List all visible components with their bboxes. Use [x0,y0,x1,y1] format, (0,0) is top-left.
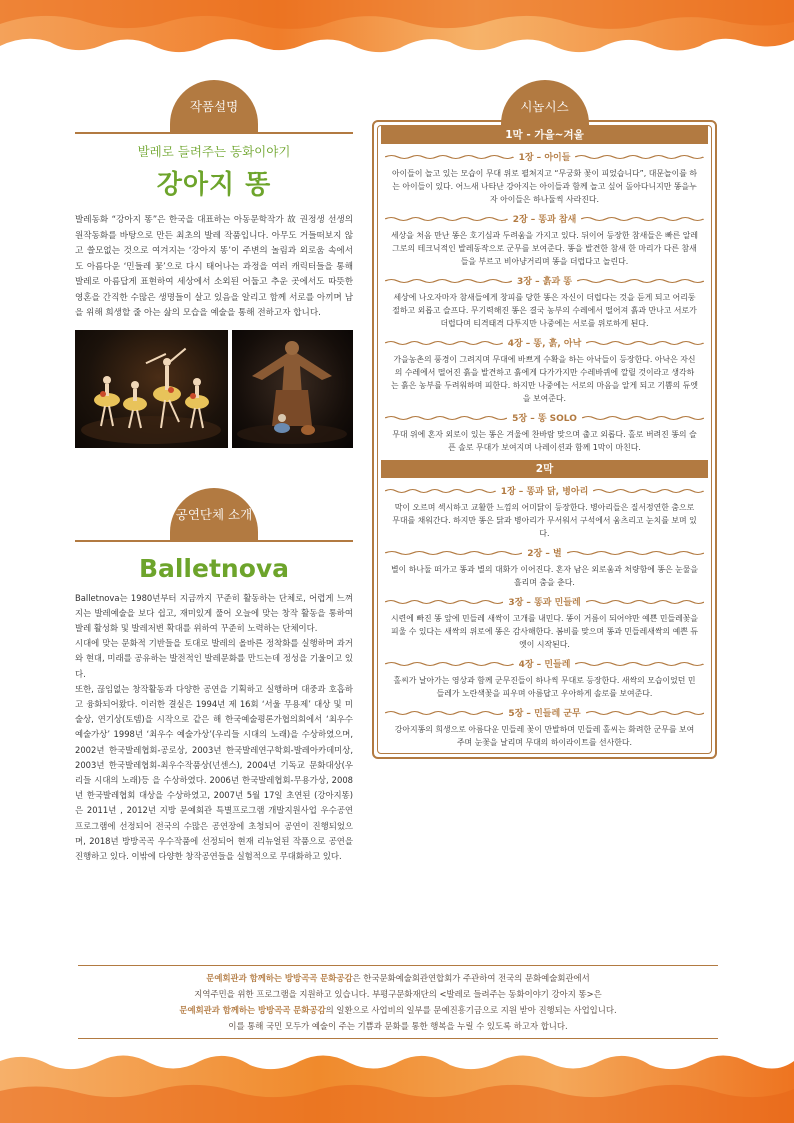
scene-text: 무대 위에 혼자 외로이 있는 똥은 겨울에 찬바람 맞으며 춥고 외롭다. 홀로 버려진 똥의 슬픈 솔로 무대가 보여지며 나레이션과 함께 1막이 마친다. [392,430,697,452]
scene-title: 3장 – 똥과 민들레 [508,598,581,608]
wave-divider [593,488,704,494]
scene-text: 세상을 처음 만난 똥은 호기심과 두려움을 가지고 있다. 뒤이어 등장한 참새들은 빠른 알레그로의 테크닉적인 발레동작으로 군무를 보여준다. 똥을 발견한 참새 한 마리가 다른 참새들을 부르고 비아냥거리며 똥을 더럽다고 놀린다. [391,231,699,266]
scene-heading [385,484,704,497]
wave-divider [385,599,503,605]
scene-heading [385,595,704,608]
intro-pill: 작품설명 [170,80,258,132]
wave-divider [586,710,704,716]
company-title: Balletnova [138,553,290,583]
ballet-photo-dancers [75,330,228,448]
scene-title: 3장 – 흙과 똥 [517,277,572,287]
left-column [75,80,353,864]
synopsis-box [372,120,717,759]
wave-divider [567,550,704,556]
wave-divider [575,154,704,160]
scene-title: 5장 – 민들레 군무 [508,709,581,719]
footer-line-1: 은 한국문화예술회관연합회가 주관하여 전국의 문화예술회관에서 [352,973,590,983]
scene-text: 시련에 빠진 똥 앞에 민들레 새싹이 고개를 내민다. 똥이 거름이 되어야만 예쁜 민들레꽃을 피울 수 있다는 새싹의 위로에 똥은 감사해한다. 봄비를 맞으며 똥과 민들레새싹의 예쁜 듀엣이 시작된다. [391,614,699,649]
company-paragraph-3: 또한, 끊임없는 창작활동과 다양한 공연을 기획하고 실행하며 대중과 호흡하고 융화되어왔다. 이러한 결실은 1994년 제 16회 ‘서울 무용제’ 대상 및 미술상, 연기상(토템)을 시작으로 같은 해 한국예술평론가협의회에서 ‘최우수 예술가상’ 1998년 ‘최우수 예술가상’(우리들 시대의 노래)을 수상하였으며, 2002년 한국발레협회-공로상, 2003년 한국발레연구학회-발레아카데미상, 2003년 한국발레협회-최우수작품상(넌센스), 2004년 기독교 문화대상(우리들 시대의 노래)등 을 수상하였다. 2006년 한국발레협회-무용가상, 2008년 한국발레협회 대상을 수상하였고, 2007년 5월 17일 초연된 (강아지똥)은 2011년 , 2012년 지방 문예회관 특별프로그램 개발지원사업 우수공연 프로그램에 선정되어 전국의 수많은 공연장에 초청되어 공연이 진행되었으며, 2018년 방방곡곡 우수작품에 선정되어 현재 리뉴얼된 작품으로 공연을 진행하고 있다. 이밖에 다양한 창작공연들을 실험적으로 무대화하고 있다. [75,683,353,861]
scene-heading [385,546,704,559]
top-watercolor-band [0,0,794,62]
synopsis-header [372,80,717,120]
ballet-photo-dog-costume [232,330,353,448]
scene-heading [385,706,704,719]
company-paragraph-1: Balletnova는 1980년부터 지금까지 꾸준히 활동하는 단체로, 어렵게 느껴지는 발레예술을 보다 쉽고, 재미있게 풀어 오늘에 맞는 창작 활동을 통하여 발레 활성화 및 발레저변 확대를 위하여 꾸준히 노력하는 단체이다. [75,592,353,633]
footer-highlight-2: 문예회관과 함께하는 방방곡곡 문화공감 [179,1005,326,1015]
company-rule [75,540,353,542]
scene-title: 2장 – 별 [527,549,562,559]
footer-line-3: 의 일환으로 사업비의 일부를 문예진흥기금으로 지원 받아 진행되는 사업입니다. [325,1005,617,1015]
wave-divider [385,550,522,556]
synopsis-pill: 시놉시스 [501,80,589,132]
wave-divider [586,340,704,346]
right-column [372,80,717,759]
scene-title: 4장 – 민들레 [518,660,571,670]
company-pill: 공연단체 소개 [170,488,258,540]
intro-rule [75,132,353,134]
wave-divider [385,340,503,346]
intro-title: 강아지 똥 [156,170,272,200]
scene-heading [385,411,704,424]
photo-row [75,330,353,448]
scene-heading [385,274,704,287]
scene-heading [385,657,704,670]
scene-heading [385,150,704,163]
wave-divider [385,154,514,160]
scene-text: 별이 하나둘 떠가고 똥과 별의 대화가 이어진다. 혼자 남은 외로움과 처량함에 똥은 눈물을 흘리며 춤을 춘다. [391,565,699,587]
scene-text: 세상에 나오자마자 참새들에게 창피를 당한 똥은 자신이 더럽다는 것을 듣게 되고 어리둥절하고 외롭고 슬프다. 무기력해진 똥은 결국 농부의 수레에서 떨어져 흙과 만나고 서로가 더럽다며 티격태격 다투지만 나중에는 서로를 위로하게 된다. [392,293,697,328]
scene-text: 가을농촌의 풍경이 그려지며 무대에 바쁘게 수확을 하는 아낙들이 등장한다. 아낙은 자신의 수레에서 떨어진 흙을 발견하고 흙에게 다가가지만 수레바퀴에 깔릴 것이라고 생각하는 흙은 농부를 두려워하며 피한다. 하지만 나중에는 서로의 마음을 알게 되고 기쁨의 듀엣을 보여준다. [391,355,699,403]
wave-divider [385,488,496,494]
scene-title: 1장 – 아이들 [518,153,571,163]
company-header [75,488,353,540]
wave-divider [582,415,704,421]
wave-divider [586,599,704,605]
act-title: 1막 - 가을~겨울 [381,126,708,144]
intro-text: 발레동화 “강아지 똥”은 한국을 대표하는 아동문학작가 故 권정생 선생의 원작동화를 바탕으로 만든 최초의 발레 작품입니다. 아무도 거들떠보지 않고 쓸모없는 것으로 여겨지는 ‘강아지 똥’이 주변의 놀림과 외로움 속에서도 아름다운 ‘민들레 꽃’으로 다시 태어나는 과정을 여러 캐릭터들을 통해 발레로 아름답게 표현하여 세상에서 소외된 어둡고 추운 곳에서도 따뜻한 영혼을 간직한 수많은 생명들이 살고 있음을 알리고 함께 서로를 아끼며 남을 위해 희생할 줄 아는 삶의 모습을 예술을 통해 전하고자 합니다. [75,215,353,318]
wave-divider [385,278,512,284]
scene-heading [385,212,704,225]
scene-title: 2장 – 똥과 참새 [512,215,577,225]
scene-heading [385,336,704,349]
wave-divider [575,661,704,667]
company-text [75,591,353,865]
footer-highlight-1: 문예회관과 함께하는 방방곡곡 문화공감 [206,973,353,983]
scene-title: 1장 – 똥과 닭, 병아리 [500,487,589,497]
scene-text: 아이들이 놀고 있는 모습이 무대 위로 펼쳐지고 “무궁화 꽃이 피었습니다”, 대문놀이를 하는 아이들이 있다. 어느새 나타난 강아지는 아이들과 함께 놀고 싶어 돌아다니지만 똥을누자 아이들은 하나둘씩 사라진다. [391,169,698,204]
wave-divider [385,661,514,667]
footer-text [78,966,718,1038]
wave-divider [385,710,503,716]
wave-divider [385,415,507,421]
company-paragraph-2: 시대에 맞는 문화적 기반들을 토대로 발레의 올바른 정착화를 실행하며 과거와 현대, 미래를 공유하는 발전적인 발레문화를 만드는데 정성을 기울이고 있다. [75,638,353,679]
scene-title: 5장 – 똥 SOLO [512,414,577,424]
synopsis-acts [377,126,712,749]
wave-divider [581,216,704,222]
bottom-watercolor-band [0,1031,794,1123]
intro-subtitle: 발레로 들려주는 동화이야기 [137,144,291,159]
intro-header [75,80,353,132]
footer-line-2: 지역주민을 위한 프로그램을 지원하고 있습니다. 부평구문화재단의 <발레로 들려주는 동화이야기 강아지 똥>은 [194,989,602,999]
scene-text: 막이 오르며 섹시하고 교활한 느낌의 어미닭이 등장한다. 병아리들은 질서정연한 춤으로 무대를 채워간다. 하지만 똥은 닭과 병아리가 무서워서 구석에서 움츠리고 눈치를 보며 있다. [392,503,697,538]
scene-text: 홀씨가 날아가는 영상과 함께 군무진들이 하나씩 무대로 등장한다. 새싹의 모습이었던 민들레가 노란색꽃을 피우며 아름답고 우아하게 솔로를 보여준다. [393,676,696,698]
footer [78,965,718,1039]
wave-divider [577,278,704,284]
footer-line-4: 이를 통해 국민 모두가 예술이 주는 기쁨과 문화를 통한 행복을 누릴 수 있도록 하고자 합니다. [228,1021,568,1031]
act-title: 2막 [381,460,708,478]
scene-text: 강아지똥의 희생으로 아름다운 민들레 꽃이 만발하며 민들레 홀씨는 화려한 군무를 보여주며 눈꽃을 날리며 무대의 하이라이트를 선사한다. [394,725,695,747]
wave-divider [385,216,508,222]
scene-title: 4장 – 똥, 흙, 아낙 [507,339,582,349]
